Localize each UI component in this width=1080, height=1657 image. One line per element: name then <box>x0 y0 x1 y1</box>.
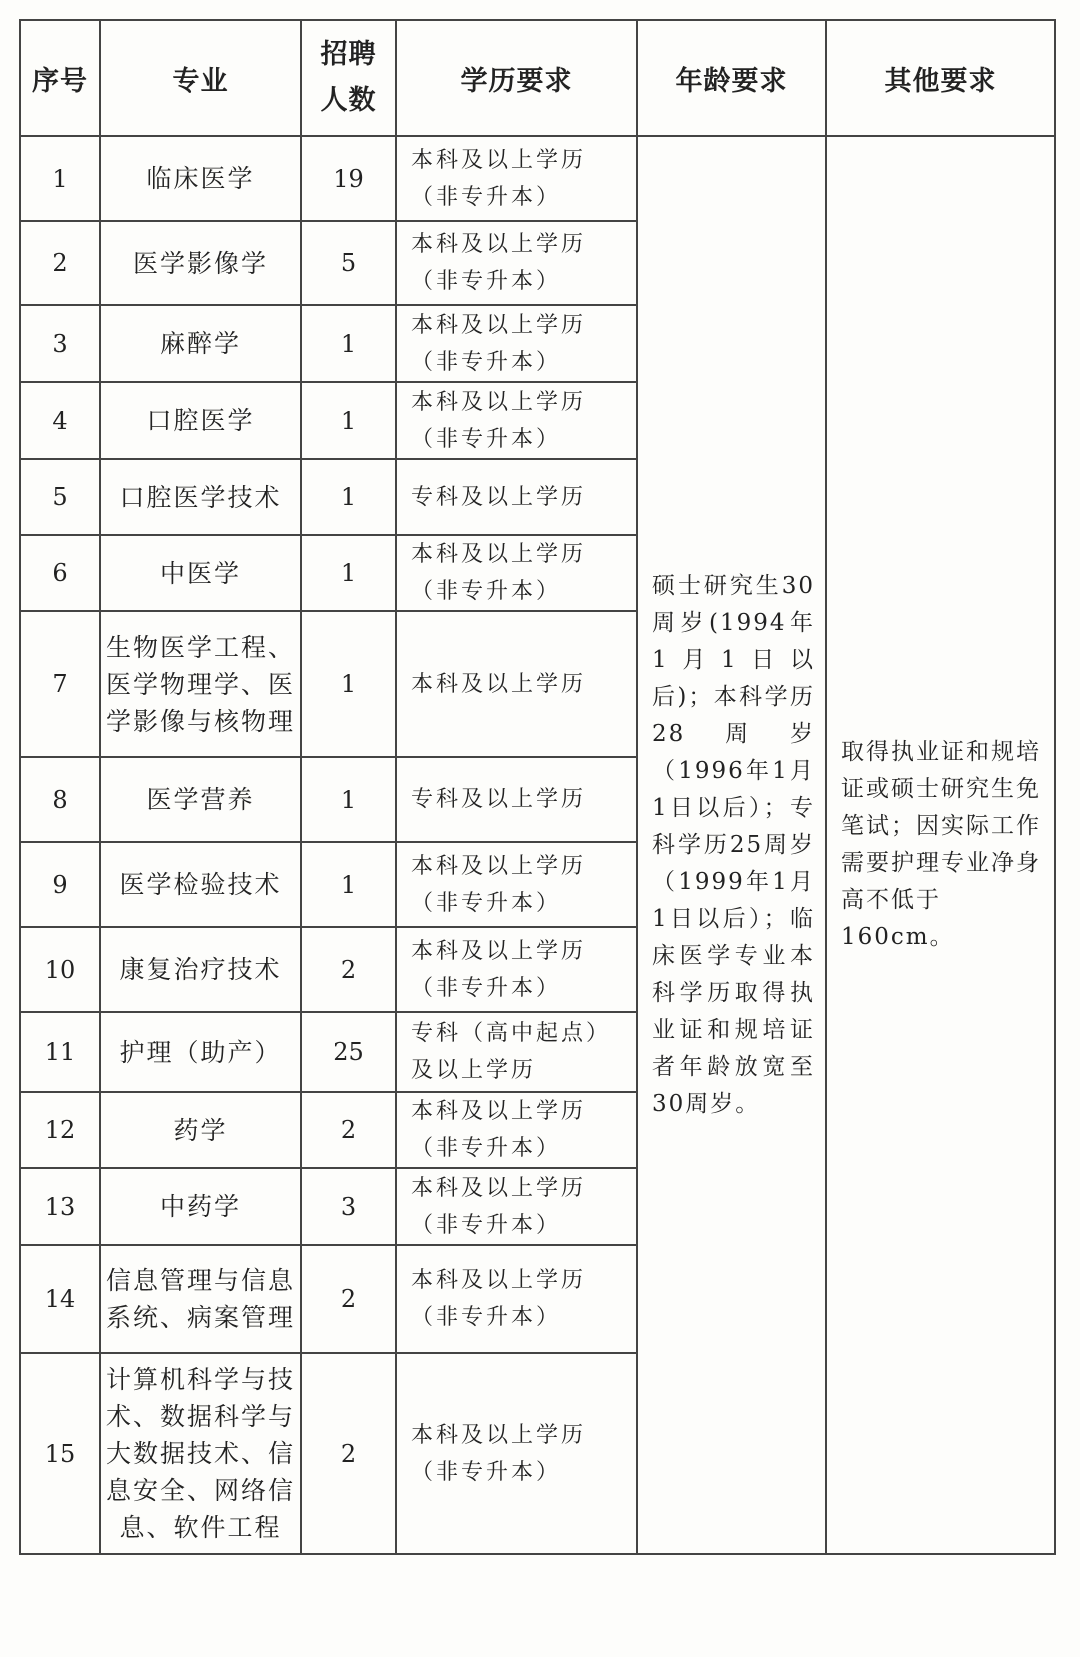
row-education: 本科及以上学历（非专升本） <box>396 221 637 305</box>
header-no: 序号 <box>20 20 100 136</box>
row-number: 12 <box>20 1092 100 1168</box>
row-count: 1 <box>301 382 396 459</box>
row-education: 本科及以上学历（非专升本） <box>396 1092 637 1168</box>
row-number: 6 <box>20 535 100 611</box>
row-major: 口腔医学 <box>100 382 301 459</box>
row-major: 医学检验技术 <box>100 842 301 927</box>
row-count: 2 <box>301 1092 396 1168</box>
row-education: 本科及以上学历（非专升本） <box>396 136 637 221</box>
row-number: 3 <box>20 305 100 382</box>
row-education: 本科及以上学历（非专升本） <box>396 305 637 382</box>
row-count: 1 <box>301 459 396 535</box>
row-number: 10 <box>20 927 100 1012</box>
row-education: 本科及以上学历（非专升本） <box>396 1168 637 1245</box>
row-count: 1 <box>301 757 396 842</box>
row-major: 麻醉学 <box>100 305 301 382</box>
row-number: 7 <box>20 611 100 757</box>
row-number: 2 <box>20 221 100 305</box>
row-major: 药学 <box>100 1092 301 1168</box>
row-number: 15 <box>20 1353 100 1554</box>
row-education: 专科及以上学历 <box>396 757 637 842</box>
header-other: 其他要求 <box>826 20 1055 136</box>
row-education: 本科及以上学历 <box>396 611 637 757</box>
row-count: 5 <box>301 221 396 305</box>
row-major: 生物医学工程、医学物理学、医学影像与核物理 <box>100 611 301 757</box>
row-count: 1 <box>301 611 396 757</box>
other-requirement: 取得执业证和规培证或硕士研究生免笔试；因实际工作需要护理专业净身高不低于160cm。 <box>826 136 1055 1554</box>
row-number: 4 <box>20 382 100 459</box>
row-count: 25 <box>301 1012 396 1092</box>
row-count: 2 <box>301 1353 396 1554</box>
row-major: 护理（助产） <box>100 1012 301 1092</box>
row-education: 本科及以上学历（非专升本） <box>396 842 637 927</box>
row-major: 口腔医学技术 <box>100 459 301 535</box>
row-education: 本科及以上学历（非专升本） <box>396 382 637 459</box>
row-major: 中药学 <box>100 1168 301 1245</box>
row-education: 本科及以上学历（非专升本） <box>396 927 637 1012</box>
row-education: 本科及以上学历（非专升本） <box>396 1353 637 1554</box>
row-major: 康复治疗技术 <box>100 927 301 1012</box>
row-count: 1 <box>301 535 396 611</box>
row-count: 2 <box>301 927 396 1012</box>
header-row <box>20 20 1055 136</box>
header-age: 年龄要求 <box>637 20 826 136</box>
row-count: 2 <box>301 1245 396 1353</box>
recruitment-table <box>19 19 1056 1555</box>
row-major: 临床医学 <box>100 136 301 221</box>
row-education: 专科及以上学历 <box>396 459 637 535</box>
table-row <box>20 136 1055 221</box>
row-count: 3 <box>301 1168 396 1245</box>
row-major: 中医学 <box>100 535 301 611</box>
row-education: 专科（高中起点）及以上学历 <box>396 1012 637 1092</box>
row-education: 本科及以上学历（非专升本） <box>396 1245 637 1353</box>
header-count: 招聘人数 <box>301 20 396 136</box>
row-number: 8 <box>20 757 100 842</box>
row-number: 1 <box>20 136 100 221</box>
row-number: 14 <box>20 1245 100 1353</box>
row-number: 9 <box>20 842 100 927</box>
header-major: 专业 <box>100 20 301 136</box>
row-number: 5 <box>20 459 100 535</box>
row-number: 11 <box>20 1012 100 1092</box>
row-count: 1 <box>301 842 396 927</box>
row-number: 13 <box>20 1168 100 1245</box>
row-major: 信息管理与信息系统、病案管理 <box>100 1245 301 1353</box>
row-count: 19 <box>301 136 396 221</box>
row-major: 计算机科学与技术、数据科学与大数据技术、信息安全、网络信息、软件工程 <box>100 1353 301 1554</box>
row-education: 本科及以上学历（非专升本） <box>396 535 637 611</box>
age-requirement: 硕士研究生30周岁(1994年1月1日以后)；本科学历28周岁（1996年1月1日以后）；专科学历25周岁（1999年1月1日以后）；临床医学专业本科学历取得执业证和规培证者年龄放宽至30周岁。 <box>637 136 826 1554</box>
row-count: 1 <box>301 305 396 382</box>
row-major: 医学营养 <box>100 757 301 842</box>
row-major: 医学影像学 <box>100 221 301 305</box>
header-education: 学历要求 <box>396 20 637 136</box>
